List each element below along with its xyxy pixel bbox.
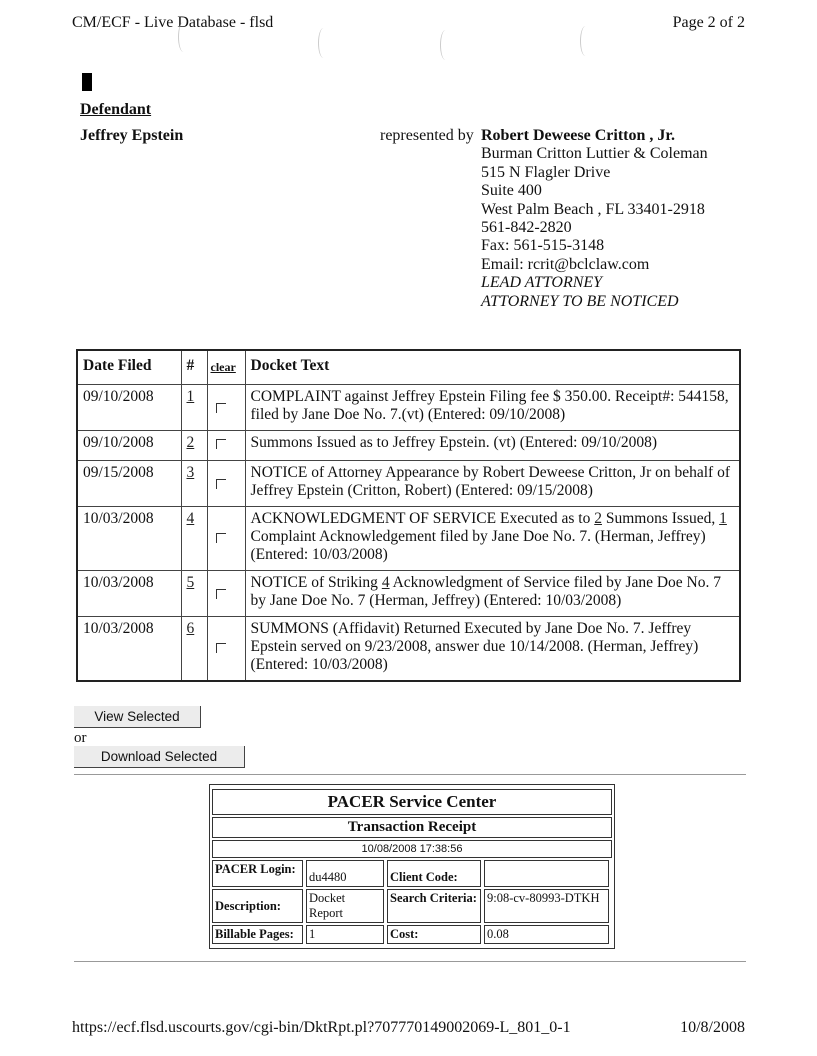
login-value: du4480 — [306, 860, 384, 887]
entry-text: COMPLAINT against Jeffrey Epstein Filing fee $ 350.00. Receipt#: 544158, filed by Jane Doe No. 7.(vt) (Entered: 09/10/2008) — [245, 385, 740, 431]
search-criteria-value: 9:08-cv-80993-DTKH — [484, 889, 609, 923]
divider — [74, 961, 746, 962]
docket-row — [77, 571, 740, 617]
pacer-receipt — [209, 784, 615, 949]
entry-date: 10/03/2008 — [77, 507, 181, 571]
document-link[interactable]: 2 — [186, 434, 195, 451]
party-role-label: Defendant — [80, 101, 152, 118]
description-label: Description: — [212, 889, 303, 923]
attorney-address-line1: 515 N Flagler Drive — [481, 163, 611, 181]
view-selected-button[interactable]: View Selected — [74, 706, 201, 728]
entry-text-part: NOTICE of Striking — [250, 574, 382, 591]
scan-artifact — [178, 22, 189, 52]
docket-row — [77, 385, 740, 431]
docket-row — [77, 617, 740, 681]
redaction-block — [82, 73, 92, 91]
document-link[interactable]: 3 — [186, 464, 195, 481]
select-checkbox[interactable] — [216, 479, 226, 489]
footer-url: https://ecf.flsd.uscourts.gov/cgi-bin/DktRpt.pl?707770149002069-L_801_0-1 — [72, 1019, 571, 1036]
receipt-subtitle: Transaction Receipt — [212, 817, 612, 838]
entry-date: 09/10/2008 — [77, 385, 181, 431]
receipt-title: PACER Service Center — [212, 789, 612, 815]
receipt-row — [212, 889, 612, 923]
attorney-name: Robert Deweese Critton , Jr. — [481, 127, 676, 144]
lead-attorney-tag: LEAD ATTORNEY — [481, 274, 603, 292]
document-link[interactable]: 4 — [381, 574, 390, 591]
login-label: PACER Login: — [212, 860, 303, 887]
docket-table — [76, 349, 741, 682]
document-link[interactable]: 2 — [594, 510, 602, 527]
document-link[interactable]: 1 — [186, 388, 195, 405]
select-checkbox[interactable] — [216, 589, 226, 599]
entry-date: 10/03/2008 — [77, 617, 181, 681]
select-checkbox[interactable] — [216, 643, 226, 653]
billable-pages-label: Billable Pages: — [212, 925, 303, 944]
download-selected-button[interactable]: Download Selected — [74, 746, 245, 768]
page-number: Page 2 of 2 — [672, 14, 745, 31]
document-link[interactable]: 5 — [186, 574, 195, 591]
select-checkbox[interactable] — [216, 533, 226, 543]
divider — [74, 774, 746, 775]
attorney-address-line2: Suite 400 — [481, 182, 542, 200]
entry-date: 09/15/2008 — [77, 461, 181, 507]
select-checkbox[interactable] — [216, 439, 226, 449]
docket-row — [77, 461, 740, 507]
entry-date: 10/03/2008 — [77, 571, 181, 617]
scan-artifact — [440, 30, 451, 60]
entry-text: SUMMONS (Affidavit) Returned Executed by Jane Doe No. 7. Jeffrey Epstein served on 9/23/2008, answer due 10/14/2008. (Herman, Jeffrey) (Entered: 10/03/2008) — [245, 617, 740, 681]
document-link[interactable]: 1 — [719, 510, 727, 527]
docket-header-row — [77, 350, 740, 385]
attorney-phone: 561-842-2820 — [481, 219, 572, 237]
billable-pages-value: 1 — [306, 925, 384, 944]
document-link[interactable]: 6 — [186, 620, 195, 637]
cost-value: 0.08 — [484, 925, 609, 944]
col-docket-text: Docket Text — [245, 350, 740, 385]
footer-date: 10/8/2008 — [680, 1019, 745, 1036]
entry-text: Summons Issued as to Jeffrey Epstein. (vt) (Entered: 09/10/2008) — [245, 431, 740, 461]
entry-text — [245, 571, 740, 617]
docket-row — [77, 431, 740, 461]
entry-text-part: Summons Issued, — [602, 510, 720, 527]
or-label: or — [74, 730, 87, 746]
scan-artifact — [318, 28, 329, 58]
entry-text — [245, 507, 740, 571]
select-checkbox[interactable] — [216, 403, 226, 413]
party-name: Jeffrey Epstein — [80, 127, 184, 144]
col-date-filed: Date Filed — [77, 350, 181, 385]
attorney-block — [481, 127, 708, 311]
cost-label: Cost: — [387, 925, 481, 944]
receipt-row — [212, 925, 612, 944]
entry-text-part: ACKNOWLEDGMENT OF SERVICE Executed as to — [250, 510, 595, 527]
entry-date: 09/10/2008 — [77, 431, 181, 461]
description-value: Docket Report — [306, 889, 384, 923]
attorney-firm: Burman Critton Luttier & Coleman — [481, 145, 708, 163]
scan-artifact — [580, 26, 591, 56]
search-criteria-label: Search Criteria: — [387, 889, 481, 923]
attorney-email: Email: rcrit@bclclaw.com — [481, 255, 650, 273]
docket-row — [77, 507, 740, 571]
page-header-title: CM/ECF - Live Database - flsd — [72, 14, 274, 31]
entry-text-part: Acknowledgment of Service filed by Jane Doe No. 7 by Jane Doe No. 7 (Herman, Jeffrey) (Entered: 10/03/2008) — [250, 574, 722, 609]
receipt-row — [212, 860, 612, 887]
attorney-notice-tag: ATTORNEY TO BE NOTICED — [481, 292, 679, 310]
represented-by-label: represented by — [380, 127, 474, 144]
attorney-fax: Fax: 561-515-3148 — [481, 237, 605, 255]
clear-link[interactable]: clear — [207, 350, 245, 385]
attorney-city: West Palm Beach , FL 33401-2918 — [481, 200, 705, 218]
client-code-label: Client Code: — [387, 860, 481, 887]
client-code-value — [484, 860, 609, 887]
entry-text-part: Complaint Acknowledgement filed by Jane Doe No. 7. (Herman, Jeffrey) (Entered: 10/03/2008) — [250, 528, 706, 563]
document-link[interactable]: 4 — [186, 510, 195, 527]
col-number: # — [181, 350, 207, 385]
receipt-datetime: 10/08/2008 17:38:56 — [212, 840, 612, 858]
entry-text: NOTICE of Attorney Appearance by Robert Deweese Critton, Jr on behalf of Jeffrey Epstein (Critton, Robert) (Entered: 09/15/2008) — [245, 461, 740, 507]
